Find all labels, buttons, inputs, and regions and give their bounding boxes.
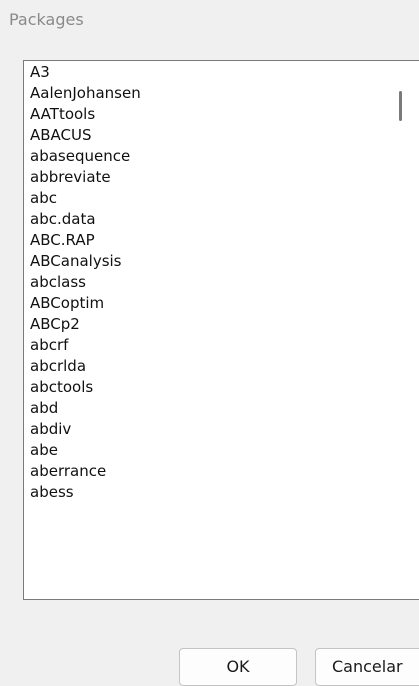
package-list-item[interactable]: AATtools [30,105,96,123]
package-list-item[interactable]: abc.data [30,210,96,228]
package-list-item[interactable]: abdiv [30,420,72,438]
packages-listbox[interactable] [23,60,419,600]
ok-button[interactable]: OK [179,648,297,686]
package-list-item[interactable]: abe [30,441,58,459]
package-list-item[interactable]: abclass [30,273,86,291]
package-list-item[interactable]: ABACUS [30,126,92,144]
package-list-item[interactable]: ABC.RAP [30,231,95,249]
cancel-button[interactable]: Cancelar [315,648,419,686]
package-list-item[interactable]: abd [30,399,59,417]
package-list-item[interactable]: abctools [30,378,94,396]
package-list-item[interactable]: AalenJohansen [30,84,141,102]
package-list-item[interactable]: ABCp2 [30,315,80,333]
package-list-item[interactable]: abess [30,483,74,501]
package-list-item[interactable]: ABCoptim [30,294,105,312]
package-list-item[interactable]: abasequence [30,147,131,165]
vertical-scrollbar[interactable] [397,61,419,599]
package-list-item[interactable]: A3 [30,63,50,81]
package-list-item[interactable]: ABCanalysis [30,252,122,270]
package-list-item[interactable]: aberrance [30,462,107,480]
package-list-item[interactable]: abc [30,189,57,207]
package-list-item[interactable]: abcrf [30,336,69,354]
package-list-item[interactable]: abcrlda [30,357,87,375]
scrollbar-thumb[interactable] [399,91,402,121]
packages-list [30,62,141,503]
package-list-item[interactable]: abbreviate [30,168,111,186]
dialog-title: Packages [9,10,84,29]
